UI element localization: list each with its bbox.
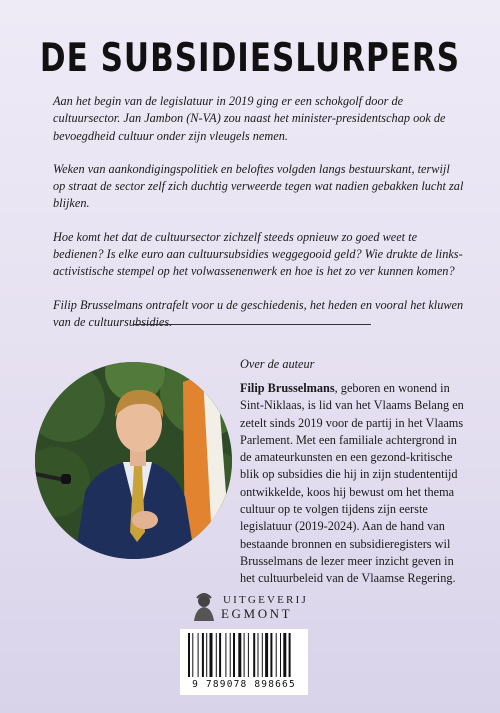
isbn-number: 9 789078 898665 <box>192 679 296 690</box>
blurb-paragraph: Hoe komt het dat de cultuursector zichzelf steeds opnieuw zo goed weet te bedienen? Is elke euro aan cultuursubsidies weggegooid geld? Wie drukte de links-activistische stempel op het volwassenenwerk en hoe is het zo ver kunnen komen? <box>53 229 463 279</box>
author-photo <box>35 362 232 559</box>
about-author-label: Over de auteur <box>240 357 315 371</box>
blurb-paragraph: Filip Brusselmans ontrafelt voor u de geschiedenis, het heden en vooral het kluwen van de cultuursubsidies. <box>53 297 464 329</box>
blurb-paragraph: Weken van aankondigingspolitiek en beloftes volgden langs bestuurskant, terwijl op straat de sector zelf zich duchtig verweerde tegen wat nadien gebakken lucht zal blijken. <box>53 161 464 211</box>
blurb-paragraph: Aan het begin van de legislatuur in 2019 ging er een schokgolf door de cultuursector. Jan Jambon (N-VA) zou naast het minister-presidentschap ook de bevoegdheid cultuur onder zijn vleugels nemen. <box>53 94 446 143</box>
author-photo-illustration <box>35 362 232 559</box>
divider-line <box>133 324 371 325</box>
back-cover-blurb <box>53 93 465 347</box>
author-bio <box>240 380 465 588</box>
publisher-logo-block <box>191 592 321 624</box>
barcode-bars-icon <box>188 633 300 679</box>
publisher-name-line2: EGMONT <box>221 606 293 621</box>
author-bio-text: , geboren en wonend in Sint-Niklaas, is lid van het Vlaams Belang en zetelt sinds 2019 voor de partij in het Vlaams Parlement. Met een familiale achtergrond in de amateurkunsten en een gezond-kritische blik op subsidies die hij in zijn studententijd ontwikkelde, koos hij bewust om het thema cultuur op te volgen tijdens zijn eerste legislatuur (2019-2024). Aan de hand van bestaande bronnen en subsidieregisters wil Brusselmans de lezer meer inzicht geven in het cultuurbeleid van de Vlaamse Regering. <box>240 381 464 586</box>
author-name: Filip Brusselmans <box>240 381 335 395</box>
isbn-barcode <box>180 629 308 695</box>
book-title: DE SUBSIDIESLURPERS <box>39 36 461 81</box>
publisher-emblem-icon <box>191 592 217 622</box>
publisher-name-line1: UITGEVERIJ <box>223 594 308 606</box>
